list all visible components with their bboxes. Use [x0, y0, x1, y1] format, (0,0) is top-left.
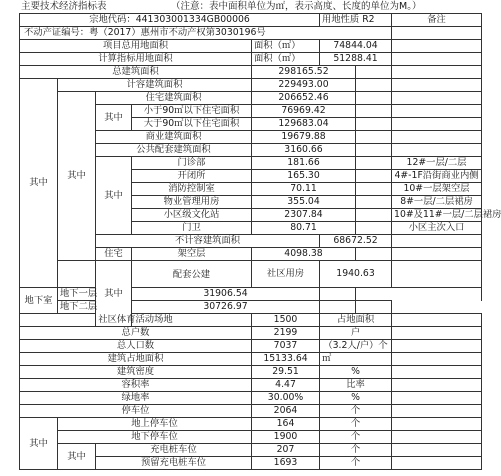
cell	[356, 118, 392, 131]
cell	[356, 105, 392, 118]
cell	[356, 196, 392, 209]
row-label: 总人口数	[20, 340, 252, 353]
value: 1900	[252, 431, 320, 444]
row-label: 计算指标用地面积	[20, 53, 252, 66]
unit: ㎡	[320, 353, 392, 366]
row-label: 地上停车位	[58, 418, 252, 431]
row-label: 地下停车位	[58, 431, 252, 444]
cell	[356, 209, 392, 222]
value: 30.00%	[252, 392, 320, 405]
table-row	[20, 301, 482, 314]
unit: 个	[320, 418, 392, 431]
table-row	[20, 340, 482, 353]
cell	[392, 144, 482, 157]
sub-group-label: 地下室	[20, 288, 58, 314]
value: 74844.04	[320, 40, 392, 53]
unit-label: 面积（㎡）	[252, 40, 320, 53]
row-label: 容积率	[20, 379, 252, 392]
economic-indicators-table	[19, 13, 501, 470]
row-label: 停车位	[20, 405, 252, 418]
value: 298165.52	[252, 66, 356, 79]
cell	[356, 79, 392, 92]
cell	[392, 235, 482, 248]
table-row	[20, 392, 482, 405]
value: 1693	[252, 457, 320, 470]
table-row	[20, 366, 482, 379]
value: 1940.63	[320, 261, 392, 288]
row-label: 充电桩车位	[96, 444, 252, 457]
table-row	[20, 327, 482, 340]
sub-group-label: 住宅	[96, 248, 132, 261]
row-label: 地下二层	[58, 301, 96, 314]
group-label: 其中	[96, 261, 132, 327]
unit: 个	[320, 457, 392, 470]
row-label: 社区用房	[252, 261, 320, 288]
value: 4.47	[252, 379, 320, 392]
row-label: 门卫	[132, 222, 252, 235]
code-value: 441303001334GB00006	[135, 14, 250, 25]
value: 7037	[252, 340, 320, 353]
cell	[320, 301, 356, 314]
cell	[356, 301, 392, 314]
value: 31906.54	[132, 288, 320, 301]
table-title: 主要技术经济指标表	[21, 1, 107, 12]
group-label: 其中	[96, 157, 132, 235]
unit: %	[320, 392, 392, 405]
row-label: 消防控制室	[132, 183, 252, 196]
row-label: 小区级文化站	[132, 209, 252, 222]
row-label: 计容建筑面积	[58, 79, 252, 92]
code-label: 宗地代码：	[89, 14, 136, 25]
cell	[392, 327, 482, 340]
group-label: 其中	[96, 105, 132, 131]
value: 165.30	[252, 170, 356, 183]
value: 76969.42	[252, 105, 356, 118]
cell	[392, 53, 482, 66]
table-row	[20, 27, 482, 40]
cell	[356, 144, 392, 157]
cell	[356, 170, 392, 183]
cell	[356, 131, 392, 144]
table-row	[20, 418, 482, 431]
remark: 10#一层架空层	[392, 183, 482, 196]
cell	[392, 353, 482, 366]
cell	[392, 40, 482, 53]
remark: 12#一层/二层	[392, 157, 482, 170]
table-row	[20, 314, 482, 327]
unit: 比率	[320, 379, 392, 392]
cell	[356, 66, 392, 79]
cell	[392, 457, 482, 470]
remark-header: 备注	[392, 14, 482, 27]
cell	[392, 405, 482, 418]
group-label: 其中	[20, 418, 58, 470]
remark: 小区主次入口	[392, 222, 482, 235]
cell	[392, 261, 482, 288]
cell	[392, 444, 482, 457]
group-label: 其中	[58, 444, 96, 470]
value: 207	[252, 444, 320, 457]
row-label: 架空层	[132, 248, 252, 261]
cell	[20, 27, 392, 40]
row-label: 地下一层	[58, 288, 96, 301]
value: 70.11	[252, 183, 356, 196]
value: 206652.46	[252, 92, 356, 105]
row-label: 开闭所	[132, 170, 252, 183]
row-label: 不计容建筑面积	[96, 235, 320, 248]
value: 68672.52	[320, 235, 392, 248]
unit-label: 面积（㎡）	[252, 53, 320, 66]
table-row	[20, 379, 482, 392]
row-label: 大于90㎡以下住宅面积	[132, 118, 252, 131]
cell	[392, 92, 482, 105]
unit: %	[320, 366, 392, 379]
cell	[356, 183, 392, 196]
group-label: 其中	[58, 92, 96, 261]
unit-note: （注意：表中面积单位为㎡，表示高度、长度的单位为M。）	[171, 1, 422, 12]
remark: 10#及11#一层/二层裙房	[392, 209, 482, 222]
value: 355.04	[252, 196, 356, 209]
value: 2307.84	[252, 209, 356, 222]
row-label: 建筑密度	[20, 366, 252, 379]
cell	[392, 431, 482, 444]
use-value: R2	[362, 14, 375, 25]
cell	[392, 379, 482, 392]
table-row	[20, 53, 482, 66]
cert-label: 不动产证编号：	[24, 27, 90, 38]
unit: 个	[320, 431, 392, 444]
table-row	[20, 14, 482, 27]
table-row	[20, 288, 482, 301]
cell	[392, 105, 482, 118]
cell	[356, 92, 392, 105]
use-label: 用地性质	[322, 14, 360, 25]
cell	[392, 131, 482, 144]
table-row	[20, 66, 482, 79]
sub-group-label: 配套公建	[132, 261, 252, 288]
cell	[392, 79, 482, 92]
row-label: 商业建筑面积	[96, 131, 252, 144]
cell	[392, 248, 482, 261]
unit: （3.2人/户）个	[320, 340, 392, 353]
value: 181.66	[252, 157, 356, 170]
value: 2064	[252, 405, 320, 418]
cell	[356, 222, 392, 235]
row-label: 总建筑面积	[20, 66, 252, 79]
cell	[392, 418, 482, 431]
value: 164	[252, 418, 320, 431]
row-label: 绿地率	[20, 392, 252, 405]
value: 1500	[252, 314, 320, 327]
unit: 个	[320, 444, 392, 457]
table-row	[20, 405, 482, 418]
cell	[356, 157, 392, 170]
table-row	[20, 79, 482, 92]
cell	[392, 366, 482, 379]
row-label: 公共配套建筑面积	[96, 144, 252, 157]
table-row	[20, 431, 482, 444]
table-row	[20, 353, 482, 366]
table-row	[20, 92, 482, 105]
cell	[392, 392, 482, 405]
cell	[356, 248, 392, 261]
row-label: 总户数	[20, 327, 252, 340]
cell	[392, 340, 482, 353]
cell	[320, 14, 392, 27]
row-label: 门诊部	[132, 157, 252, 170]
row-label: 社区体育活动场地	[20, 314, 252, 327]
row-label: 住宅建筑面积	[96, 92, 252, 105]
value: 3160.66	[252, 144, 356, 157]
group-label: 其中	[20, 79, 58, 288]
cell	[20, 14, 320, 27]
table-row	[20, 444, 482, 457]
table-row	[20, 40, 482, 53]
value: 15133.64	[252, 353, 320, 366]
cell	[320, 288, 356, 301]
row-label: 建筑占地面积	[20, 353, 252, 366]
remark: 8#一层/二层裙房	[392, 196, 482, 209]
row-label: 物业管理用房	[132, 196, 252, 209]
value: 30726.97	[132, 301, 320, 314]
value: 19679.88	[252, 131, 356, 144]
value: 29.51	[252, 366, 320, 379]
value: 129683.04	[252, 118, 356, 131]
value: 229493.00	[252, 79, 356, 92]
value: 80.71	[252, 222, 356, 235]
cell	[392, 66, 482, 79]
unit: 户	[320, 327, 392, 340]
row-label: 小于90㎡以下住宅面积	[132, 105, 252, 118]
value: 51288.41	[320, 53, 392, 66]
remark: 4#-1F沿街商业内侧	[392, 170, 482, 183]
cell	[392, 118, 482, 131]
value: 4098.38	[252, 248, 356, 261]
unit: 占地面积	[320, 314, 392, 327]
cell	[392, 314, 482, 327]
value: 2199	[252, 327, 320, 340]
cell	[392, 27, 482, 40]
cert-value: 粤（2017）惠州市不动产权第3030196号	[89, 27, 266, 38]
unit: 个	[320, 405, 392, 418]
row-label: 项目总用地面积	[20, 40, 252, 53]
row-label: 预留充电桩车位	[96, 457, 252, 470]
